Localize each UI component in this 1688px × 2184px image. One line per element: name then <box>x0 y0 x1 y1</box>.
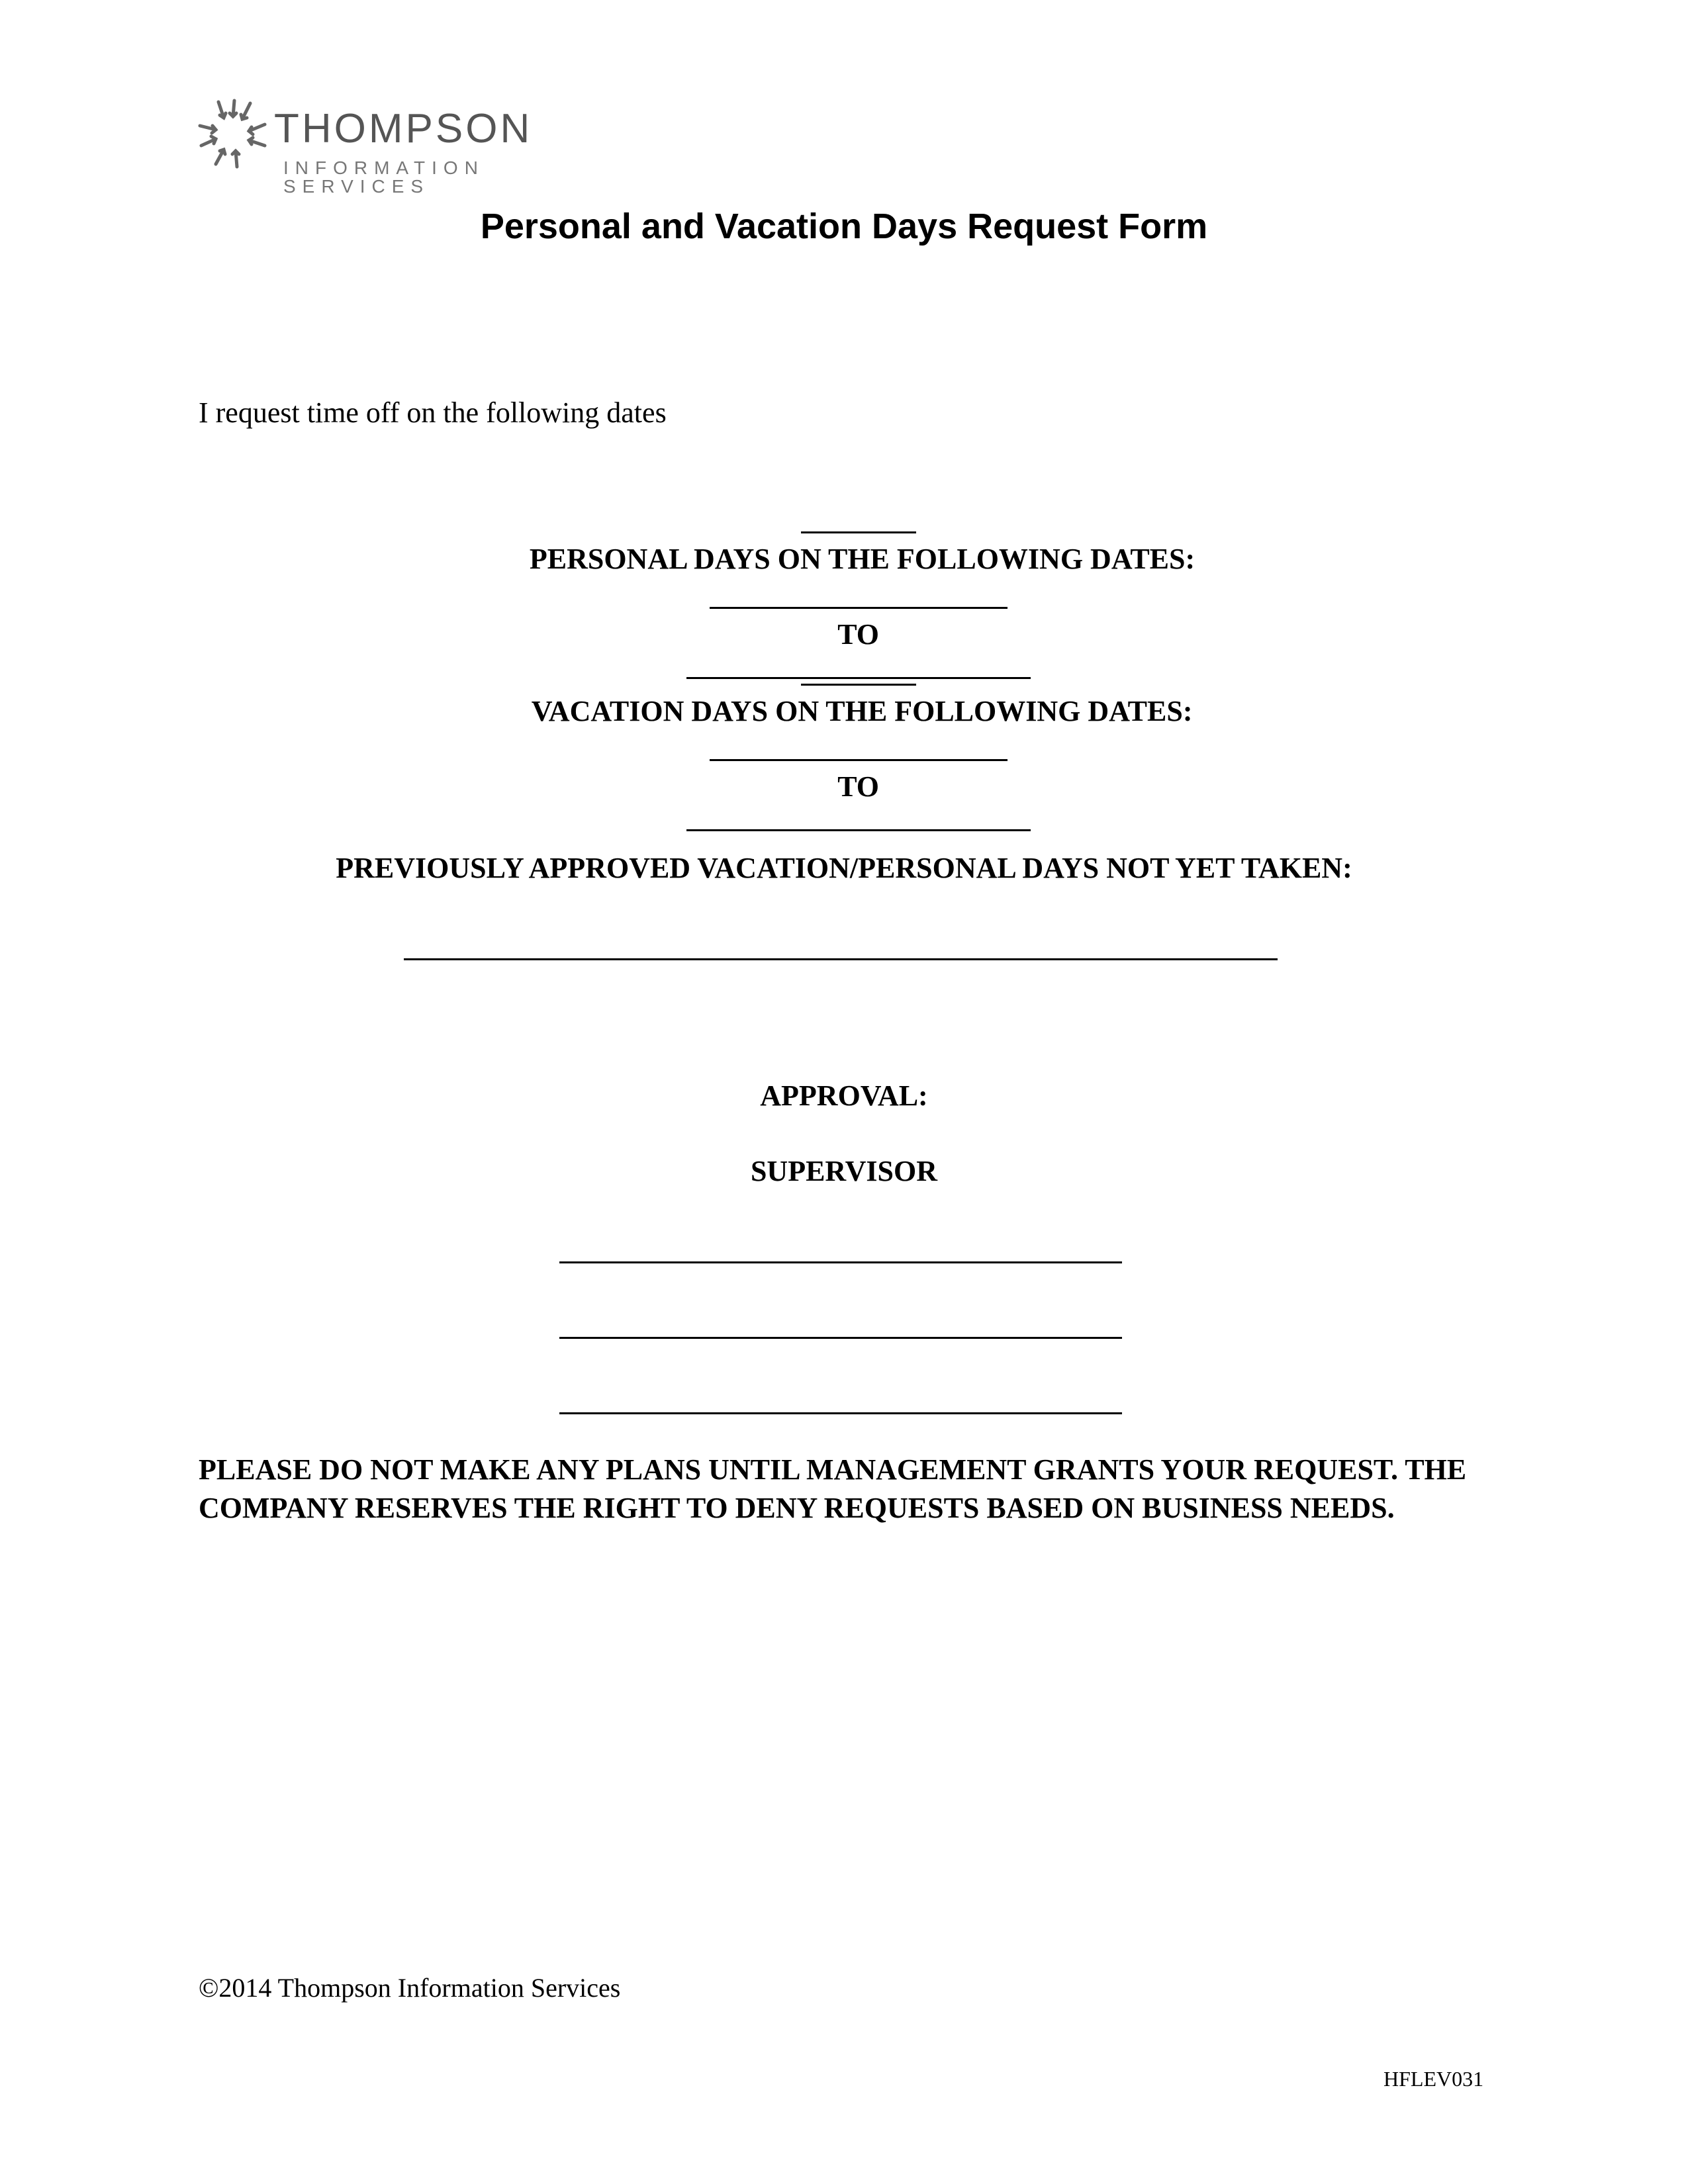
vacation-dates-row <box>0 699 1688 875</box>
personal-days-label: PERSONAL DAYS ON THE FOLLOWING DATES: <box>522 542 1196 575</box>
supervisor-signature-line-1[interactable] <box>559 1261 1122 1263</box>
vacation-to-label: TO <box>831 770 886 803</box>
form-code: HFLEV031 <box>1383 2067 1484 2091</box>
logo-name: THOMPSON <box>274 106 533 152</box>
starburst-arrows-icon <box>196 98 269 171</box>
page-title: Personal and Vacation Days Request Form <box>480 206 1208 246</box>
supervisor-label: SUPERVISOR <box>750 1155 938 1187</box>
copyright-text: ©2014 Thompson Information Services <box>199 1973 621 2003</box>
personal-days-count-field[interactable] <box>801 506 916 533</box>
notice-text: PLEASE DO NOT MAKE ANY PLANS UNTIL MANAGEMENT GRANTS YOUR REQUEST. THE COMPANY RESERVES THE RIGHT TO DENY REQUESTS BASED ON BUSINESS NEEDS. <box>199 1453 1467 1524</box>
vacation-days-count-field[interactable] <box>801 659 916 686</box>
previously-approved-label: PREVIOUSLY APPROVED VACATION/PERSONAL DAYS NOT YET TAKEN: <box>336 852 1352 884</box>
vacation-days-label: VACATION DAYS ON THE FOLLOWING DATES: <box>524 694 1193 727</box>
personal-start-date-field[interactable] <box>710 582 1008 609</box>
approval-heading: APPROVAL: <box>760 1079 928 1112</box>
previously-approved-field[interactable] <box>404 958 1278 960</box>
intro-text: I request time off on the following dates <box>199 396 667 429</box>
supervisor-signature-line-3[interactable] <box>559 1412 1122 1414</box>
vacation-end-date-field[interactable] <box>686 804 1031 831</box>
company-logo <box>196 98 593 197</box>
vacation-start-date-field[interactable] <box>710 734 1008 761</box>
personal-to-label: TO <box>831 617 886 651</box>
supervisor-signature-line-2[interactable] <box>559 1337 1122 1339</box>
logo-subtitle: INFORMATION SERVICES <box>283 158 485 197</box>
